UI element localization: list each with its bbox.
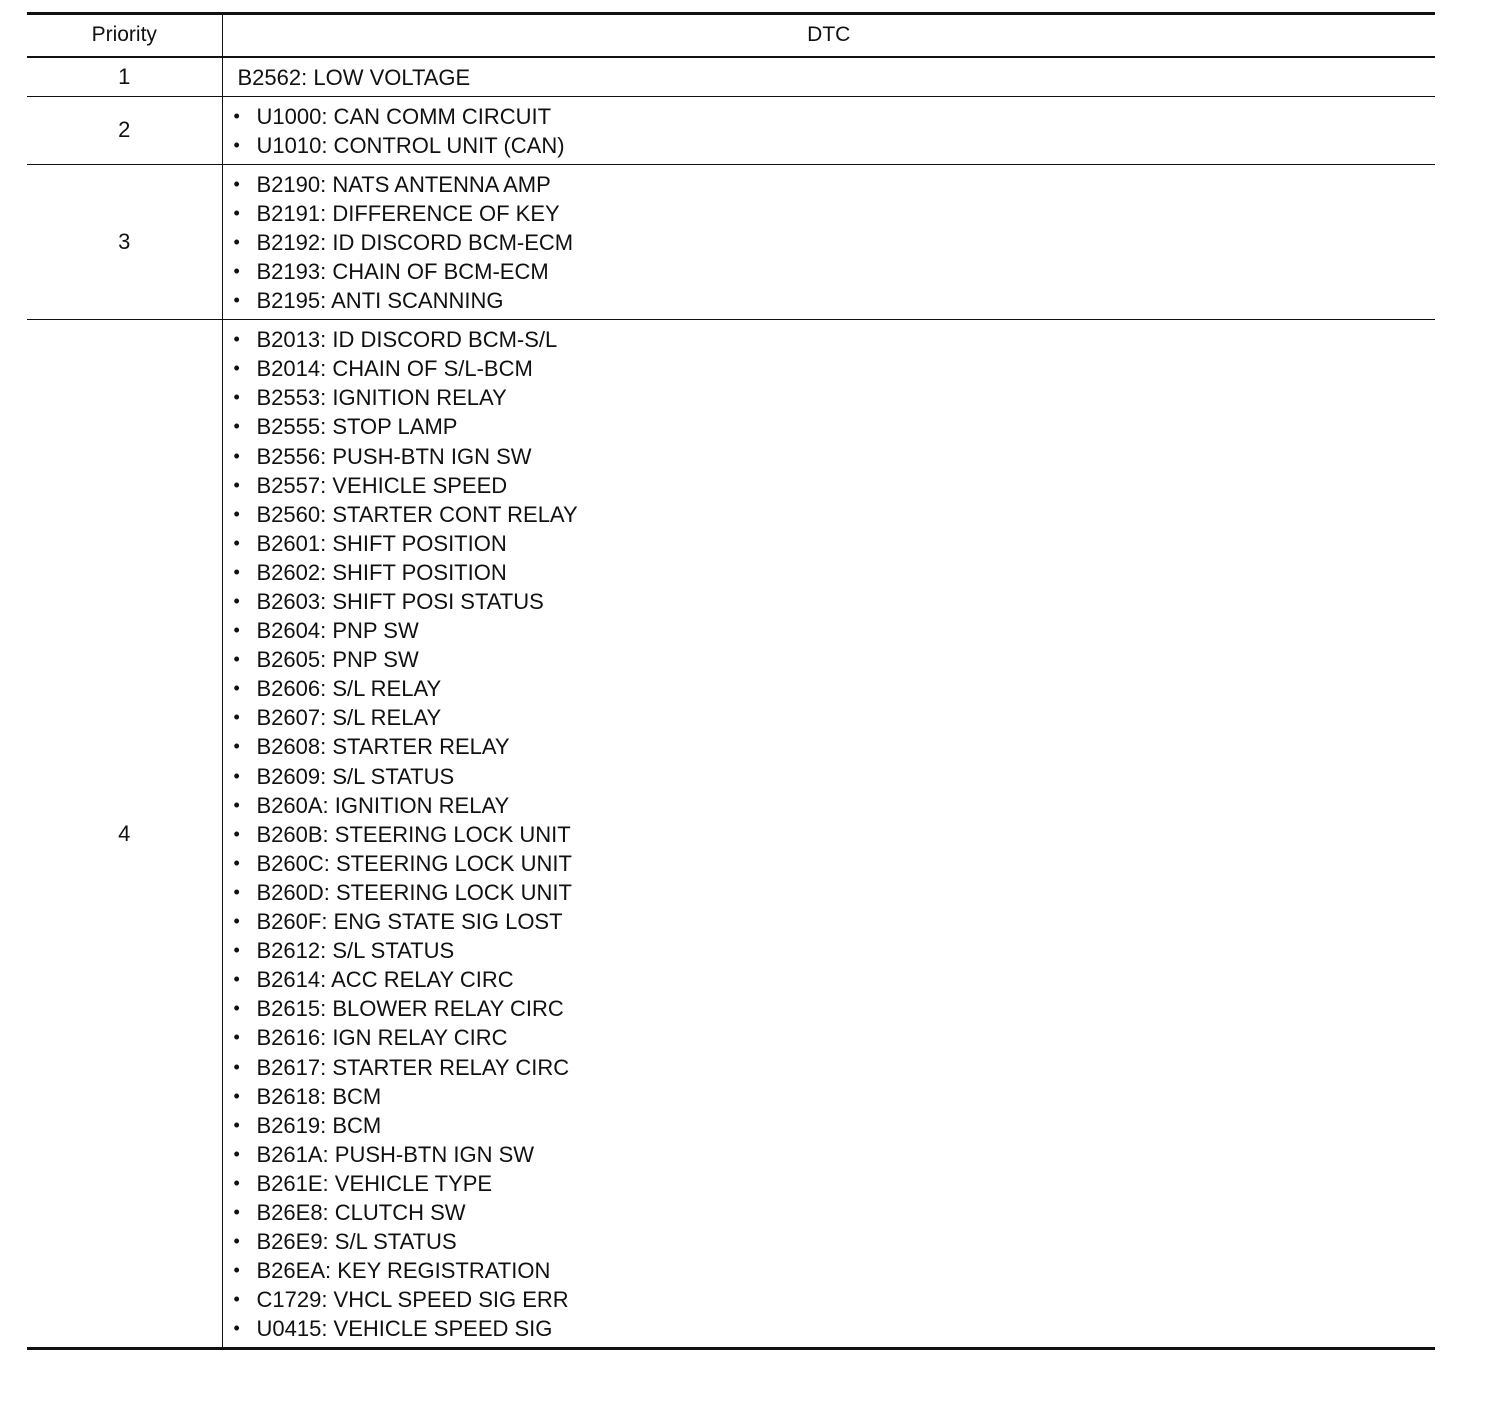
list-item [234,170,1436,199]
list-item [234,994,1436,1023]
dtc-code-text: B261E: VEHICLE TYPE [256,1170,493,1196]
list-item [234,383,1436,412]
bullet-icon: • [233,474,240,495]
header-row [27,14,1435,57]
bullet-icon: • [233,736,240,757]
list-item [234,1082,1436,1111]
dtc-code-text: B2560: STARTER CONT RELAY [256,501,578,527]
priority-cell: 1 [27,57,222,97]
dtc-code-text: B260B: STEERING LOCK UNIT [256,821,571,847]
dtc-code-text: B2603: SHIFT POSI STATUS [256,589,544,614]
list-item [234,1111,1436,1140]
list-item [234,500,1436,529]
bullet-icon: • [233,1114,240,1135]
bullet-icon: • [233,1056,240,1077]
bullet-icon: • [233,969,240,990]
list-item [234,257,1436,286]
list-item [234,131,1436,160]
dtc-code-text: B2618: BCM [256,1083,382,1109]
list-item [234,471,1436,500]
list-item [234,558,1436,587]
bullet-icon: • [233,649,240,670]
dtc-cell [222,96,1435,164]
bullet-icon: • [233,794,240,815]
bullet-icon: • [233,1027,240,1048]
bullet-icon: • [233,416,240,437]
list-item [234,1314,1436,1343]
bullet-icon: • [233,1231,240,1252]
dtc-code-text: B2191: DIFFERENCE OF KEY [256,200,560,226]
dtc-code-text: B2616: IGN RELAY CIRC [256,1025,508,1051]
dtc-code-text: U1010: CONTROL UNIT (CAN) [256,132,565,158]
list-item [234,529,1436,558]
list-item [234,849,1436,878]
bullet-icon: • [233,358,240,379]
list-item [234,1140,1436,1169]
list-item [234,965,1436,994]
list-item [234,587,1436,616]
table-row [27,320,1435,1349]
bullet-icon: • [233,105,240,126]
list-item [234,791,1436,820]
table-row [27,164,1435,319]
bullet-icon: • [233,823,240,844]
list-item [234,1198,1436,1227]
dtc-code-text: B260A: IGNITION RELAY [256,792,510,818]
dtc-code-text: B2615: BLOWER RELAY CIRC [256,996,564,1022]
dtc-code-text: B2605: PNP SW [256,647,419,673]
list-item [234,1285,1436,1314]
bullet-icon: • [233,445,240,466]
table-row [27,57,1435,97]
priority-cell: 2 [27,96,222,164]
dtc-code-text: B2612: S/L STATUS [256,938,455,964]
dtc-code-text: B2608: STARTER RELAY [256,734,510,760]
bullet-icon: • [233,532,240,553]
list-item [234,878,1436,907]
bullet-icon: • [233,940,240,961]
list-item [234,1053,1436,1082]
bullet-icon: • [233,202,240,223]
bullet-icon: • [233,591,240,611]
list-item [234,228,1436,257]
bullet-icon: • [233,678,240,699]
bullet-icon: • [233,1085,240,1106]
bullet-icon: • [233,1318,240,1339]
dtc-cell [222,164,1435,319]
dtc-code-text: B2607: S/L RELAY [256,705,442,731]
bullet-icon: • [233,231,240,252]
bullet-icon: • [233,765,240,786]
bullet-icon: • [233,852,240,873]
dtc-code-text: B2192: ID DISCORD BCM-ECM [256,229,574,255]
header-dtc: DTC [222,14,1435,57]
list-item [234,820,1436,849]
bullet-icon: • [233,134,240,155]
list-item [234,354,1436,383]
bullet-icon: • [233,1201,240,1222]
bullet-icon: • [233,260,240,281]
list-item [234,674,1436,703]
list-item [234,286,1436,315]
bullet-icon: • [233,1143,240,1164]
dtc-code-text: B2555: STOP LAMP [256,414,458,440]
dtc-code-text: B26E9: S/L STATUS [256,1229,457,1255]
list-item [234,645,1436,674]
list-item [234,936,1436,965]
list-item [234,907,1436,936]
bullet-icon: • [233,173,240,194]
list-item [234,412,1436,441]
dtc-code-text: C1729: VHCL SPEED SIG ERR [256,1287,569,1313]
list-item [234,1169,1436,1198]
dtc-code-text: U0415: VEHICLE SPEED SIG [256,1316,553,1342]
dtc-code-text: B2562: LOW VOLTAGE [237,64,471,90]
list-item [234,1227,1436,1256]
dtc-list [234,102,1436,160]
table-body [27,57,1435,1349]
dtc-code-text: B2557: VEHICLE SPEED [256,472,508,498]
bullet-icon: • [233,1289,240,1310]
bullet-icon: • [233,998,240,1019]
list-item [234,325,1436,354]
dtc-code-text: B2619: BCM [256,1112,382,1138]
dtc-code-text: B260F: ENG STATE SIG LOST [256,909,563,935]
list-item [234,762,1436,791]
dtc-code-text: B2556: PUSH-BTN IGN SW [256,443,532,469]
dtc-code-text: B2193: CHAIN OF BCM-ECM [256,258,549,284]
list-item [234,102,1436,131]
bullet-icon: • [233,881,240,902]
dtc-code-text: B260D: STEERING LOCK UNIT [256,879,572,905]
priority-cell: 3 [27,164,222,319]
dtc-list [234,170,1436,315]
dtc-code-text: B2013: ID DISCORD BCM-S/L [256,327,558,353]
dtc-code-text: B2609: S/L STATUS [256,763,455,789]
bullet-icon: • [233,387,240,408]
dtc-code-text: B2014: CHAIN OF S/L-BCM [256,356,533,382]
list-item [234,616,1436,645]
dtc-code-text: U1000: CAN COMM CIRCUIT [256,103,552,129]
priority-cell: 4 [27,320,222,1349]
table-row [27,96,1435,164]
list-item [234,1023,1436,1052]
dtc-code-text: B2617: STARTER RELAY CIRC [256,1054,570,1080]
dtc-code-text: B261A: PUSH-BTN IGN SW [256,1141,535,1167]
dtc-code-text: B2601: SHIFT POSITION [256,530,507,556]
bullet-icon: • [233,503,240,524]
header-priority: Priority [27,14,222,57]
dtc-code-text: B26E8: CLUTCH SW [256,1199,466,1225]
dtc-code-text: B2606: S/L RELAY [256,676,442,702]
dtc-code-text: B2604: PNP SW [256,618,419,644]
dtc-code-text: B2553: IGNITION RELAY [256,385,507,411]
list-item [234,442,1436,471]
dtc-list [234,325,1436,1343]
bullet-icon: • [233,1260,240,1281]
dtc-code-text: B2602: SHIFT POSITION [256,559,507,585]
dtc-code-text: B2190: NATS ANTENNA AMP [256,171,551,197]
bullet-icon: • [233,561,240,582]
dtc-cell [222,57,1435,97]
list-item [234,199,1436,228]
dtc-code-text: B260C: STEERING LOCK UNIT [256,850,572,876]
bullet-icon: • [233,1172,240,1193]
bullet-icon: • [233,290,240,311]
dtc-code-text: B2195: ANTI SCANNING [256,288,504,314]
list-item [234,732,1436,761]
list-item [234,1256,1436,1285]
bullet-icon: • [233,329,240,350]
list-item [234,703,1436,732]
bullet-icon: • [233,620,240,641]
dtc-code-text: B2614: ACC RELAY CIRC [256,967,514,993]
dtc-priority-table [27,12,1435,1350]
bullet-icon: • [233,707,240,728]
bullet-icon: • [233,911,240,932]
dtc-code-text: B26EA: KEY REGISTRATION [256,1258,551,1284]
dtc-cell [222,320,1435,1349]
